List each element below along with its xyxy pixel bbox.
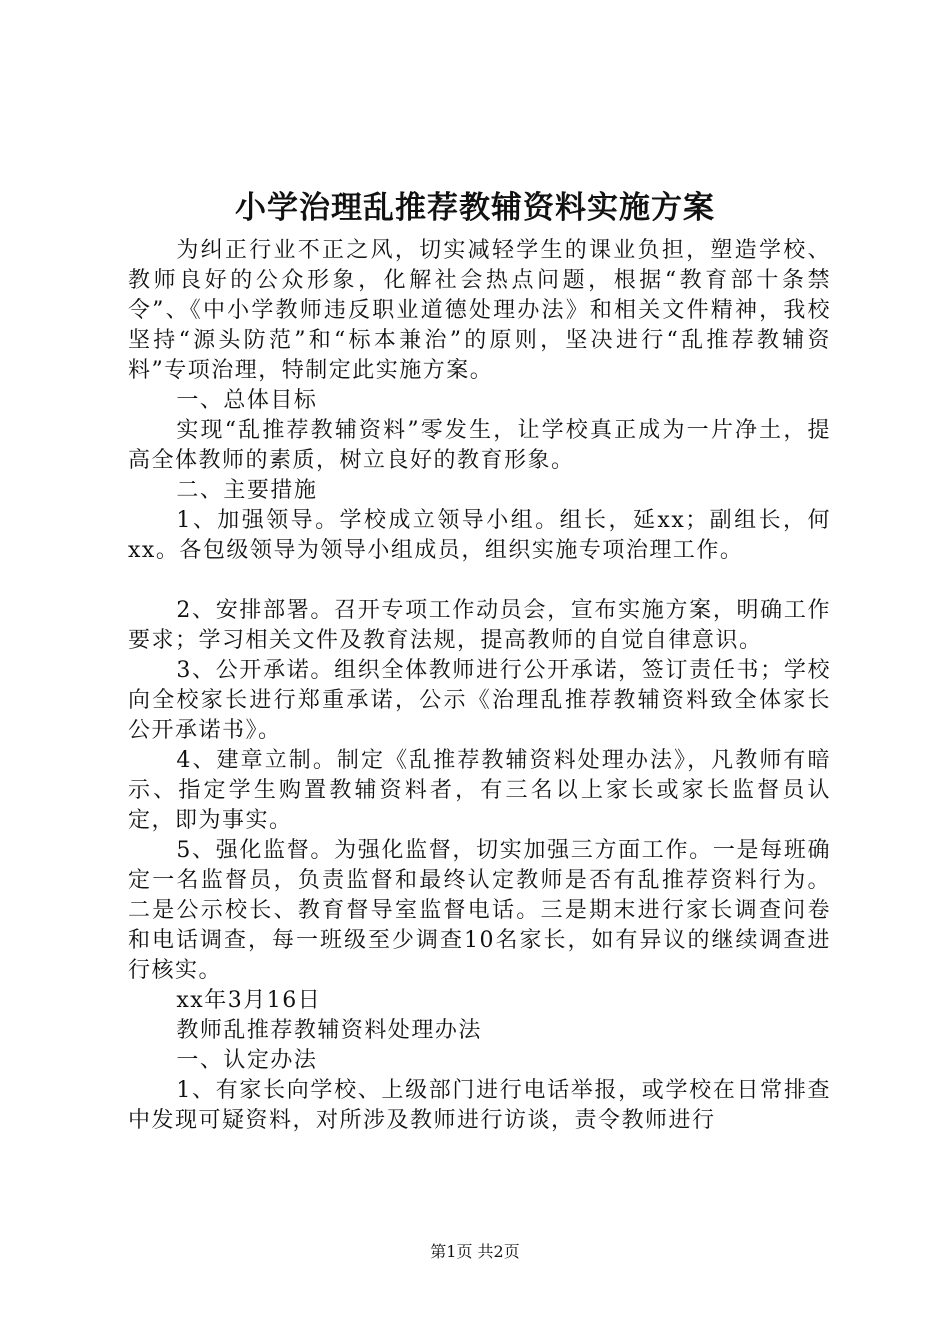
document-body — [128, 236, 831, 1136]
page-footer: 第1页 共2页 — [430, 1242, 520, 1261]
date-line: xx年3月16日 — [176, 988, 322, 1013]
subdocument-title: 教师乱推荐教辅资料处理办法 — [176, 1018, 482, 1043]
identification-paragraph-1: 1、有家长向学校、上级部门进行电话举报，或学校在日常排查中发现可疑资料，对所涉及教师进行访谈，责令教师进行 — [128, 1078, 831, 1133]
document-title: 小学治理乱推荐教辅资料实施方案 — [235, 190, 715, 226]
measure-3-paragraph: 3、公开承诺。组织全体教师进行公开承诺，签订责任书；学校向全校家长进行郑重承诺，公示《治理乱推荐教辅资料致全体家长公开承诺书》。 — [128, 658, 831, 743]
measure-4-paragraph: 4、建章立制。制定《乱推荐教辅资料处理办法》，凡教师有暗示、指定学生购置教辅资料者，有三名以上家长或家长监督员认定，即为事实。 — [128, 748, 831, 833]
overall-goal-paragraph: 实现“乱推荐教辅资料”零发生，让学校真正成为一片净土，提高全体教师的素质，树立良好的教育形象。 — [128, 418, 831, 473]
section-heading-overall-goal: 一、总体目标 — [176, 388, 318, 413]
measure-1-paragraph: 1、加强领导。学校成立领导小组。组长，延xx；副组长，何xx。各包级领导为领导小组成员，组织实施专项治理工作。 — [128, 508, 831, 563]
measure-2-paragraph: 2、安排部署。召开专项工作动员会，宣布实施方案，明确工作要求；学习相关文件及教育法规，提高教师的自觉自律意识。 — [128, 598, 831, 653]
section-heading-identification: 一、认定办法 — [176, 1048, 318, 1073]
intro-paragraph: 为纠正行业不正之风，切实减轻学生的课业负担，塑造学校、教师良好的公众形象，化解社会热点问题，根据“教育部十条禁令”、《中小学教师违反职业道德处理办法》和相关文件精神，我校坚持“源头防范”和“标本兼治”的原则，坚决进行“乱推荐教辅资料”专项治理，特制定此实施方案。 — [128, 238, 831, 383]
measure-5-paragraph: 5、强化监督。为强化监督，切实加强三方面工作。一是每班确定一名监督员，负责监督和最终认定教师是否有乱推荐资料行为。二是公示校长、教育督导室监督电话。三是期末进行家长调查问卷和电话调查，每一班级至少调查10名家长，如有异议的继续调查进行核实。 — [128, 838, 831, 983]
section-heading-main-measures: 二、主要措施 — [176, 478, 318, 503]
